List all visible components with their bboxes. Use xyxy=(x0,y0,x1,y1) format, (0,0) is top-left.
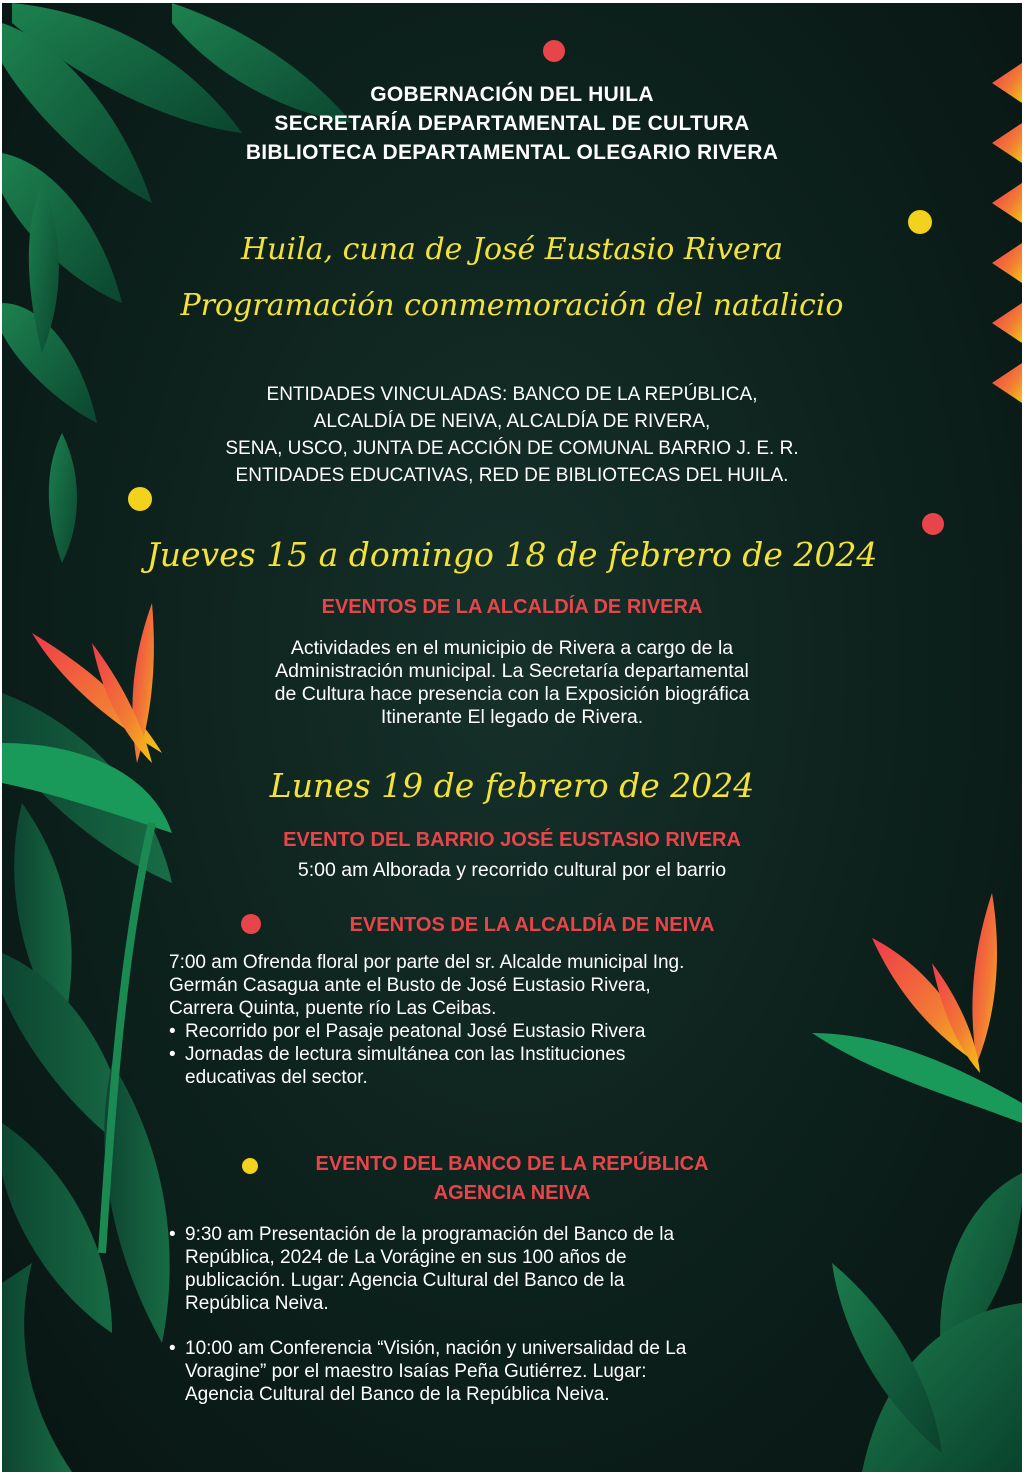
header-line: GOBERNACIÓN DEL HUILA xyxy=(370,83,654,106)
list-item xyxy=(169,1223,869,1246)
date-heading-1: Jueves 15 a domingo 18 de febrero de 2024 xyxy=(146,535,878,574)
body-line: Administración municipal. La Secretaría departamental xyxy=(275,660,749,682)
section-heading-barrio: EVENTO DEL BARRIO JOSÉ EUSTASIO RIVERA xyxy=(283,829,741,851)
list-item-continuation: publicación. Lugar: Agencia Cultural del Banco de la xyxy=(185,1270,625,1291)
body-line: Itinerante El legado de Rivera. xyxy=(380,706,644,728)
neiva-events xyxy=(169,951,869,1089)
entities-line: ENTIDADES EDUCATIVAS, RED DE BIBLIOTECAS DEL HUILA. xyxy=(235,465,789,486)
date-heading-2: Lunes 19 de febrero de 2024 xyxy=(269,766,755,805)
neiva-line: Germán Casagua ante el Busto de José Eustasio Rivera, xyxy=(169,975,651,996)
banco-heading-1: EVENTO DEL BANCO DE LA REPÚBLICA xyxy=(315,1153,709,1175)
title-line-2: Programación conmemoración del natalicio xyxy=(180,288,844,323)
red-dot xyxy=(922,513,944,535)
list-item-continuation: Agencia Cultural del Banco de la República Neiva. xyxy=(185,1384,610,1405)
title-line-1: Huila, cuna de José Eustasio Rivera xyxy=(240,232,784,267)
neiva-line: 7:00 am Ofrenda floral por parte del sr. Alcalde municipal Ing. xyxy=(169,952,685,973)
barrio-description: 5:00 am Alborada y recorrido cultural por el barrio xyxy=(297,859,727,881)
list-item-text: 10:00 am Conferencia “Visión, nación y universalidad de La xyxy=(185,1338,687,1359)
list-item-continuation: educativas del sector. xyxy=(185,1067,368,1088)
section-heading-banco xyxy=(2,1153,1022,1205)
list-item-text: Jornadas de lectura simultánea con las Instituciones xyxy=(185,1044,626,1065)
header-line: SECRETARÍA DEPARTAMENTAL DE CULTURA xyxy=(274,112,750,135)
header-line: BIBLIOTECA DEPARTAMENTAL OLEGARIO RIVERA xyxy=(245,141,779,164)
list-item xyxy=(169,1043,869,1066)
rivera-description xyxy=(2,637,1022,729)
bullet-icon: • xyxy=(169,1224,176,1245)
section-heading-neiva: EVENTOS DE LA ALCALDÍA DE NEIVA xyxy=(349,914,715,936)
neiva-line: Carrera Quinta, puente río Las Ceibas. xyxy=(169,998,497,1019)
bullet-icon: • xyxy=(169,1044,176,1065)
entities-block xyxy=(2,381,1022,489)
bullet-icon: • xyxy=(169,1021,176,1042)
banco-events xyxy=(169,1223,869,1406)
section-heading-rivera: EVENTOS DE LA ALCALDÍA DE RIVERA xyxy=(321,596,703,618)
list-item-continuation: República, 2024 de La Vorágine en sus 100 años de xyxy=(185,1247,627,1268)
banco-heading-2: AGENCIA NEIVA xyxy=(433,1182,591,1204)
entities-line: ALCALDÍA DE NEIVA, ALCALDÍA DE RIVERA, xyxy=(313,411,711,432)
red-dot xyxy=(543,40,565,62)
list-item xyxy=(169,1020,869,1043)
list-item xyxy=(169,1337,869,1360)
entities-line: ENTIDADES VINCULADAS: BANCO DE LA REPÚBLICA, xyxy=(266,384,758,405)
list-item-continuation: República Neiva. xyxy=(185,1293,329,1314)
list-item-continuation: Voragine” por el maestro Isaías Peña Gutiérrez. Lugar: xyxy=(185,1361,647,1382)
entities-line: SENA, USCO, JUNTA DE ACCIÓN DE COMUNAL BARRIO J. E. R. xyxy=(225,438,799,459)
body-line: de Cultura hace presencia con la Exposición biográfica xyxy=(274,683,750,705)
page-title xyxy=(2,222,1022,334)
header xyxy=(2,80,1022,167)
yellow-dot xyxy=(128,487,152,511)
bullet-icon: • xyxy=(169,1338,176,1359)
list-item-text: 9:30 am Presentación de la programación del Banco de la xyxy=(185,1224,675,1245)
body-line: Actividades en el municipio de Rivera a cargo de la xyxy=(290,637,734,659)
list-item-text: Recorrido por el Pasaje peatonal José Eustasio Rivera xyxy=(185,1021,646,1042)
event-poster xyxy=(2,3,1022,1472)
